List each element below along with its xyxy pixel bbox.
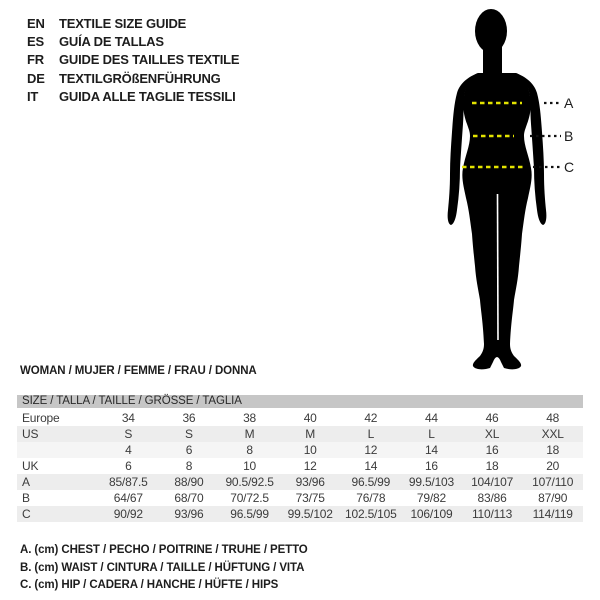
table-row-waist — [17, 490, 583, 506]
table-cell: 114/119 — [532, 507, 573, 521]
table-cell: 90/92 — [113, 507, 143, 521]
row-label: Europe — [22, 411, 60, 425]
table-cell: 73/75 — [295, 491, 325, 505]
language-title-it: GUIDA ALLE TAGLIE TESSILI — [59, 89, 236, 105]
table-cell: 42 — [364, 411, 378, 425]
marker-label-a: A — [564, 95, 574, 111]
table-cell: 6 — [125, 459, 132, 473]
marker-label-c: C — [564, 159, 575, 175]
table-cell: 110/113 — [471, 507, 513, 521]
table-cell: 93/96 — [174, 507, 204, 521]
table-cell: 14 — [424, 443, 438, 457]
table-cell: 90.5/92.5 — [225, 475, 274, 489]
table-cell: 64/67 — [113, 491, 143, 505]
table-cell: 34 — [121, 411, 135, 425]
size-table — [17, 395, 583, 522]
table-cell: 79/82 — [416, 491, 446, 505]
language-code-en: EN — [27, 15, 45, 31]
woman-silhouette — [420, 0, 600, 380]
table-row-us-numbers — [17, 442, 583, 458]
language-code-it: IT — [27, 89, 39, 105]
table-cell: 14 — [364, 459, 378, 473]
language-row-en — [27, 14, 239, 32]
language-title-es: GUÍA DE TALLAS — [59, 34, 164, 50]
table-cell: 106/109 — [410, 507, 453, 521]
table-cell: 68/70 — [174, 491, 204, 505]
table-cell: 18 — [546, 443, 560, 457]
legend-line-chest: A. (cm) CHEST / PECHO / POITRINE / TRUHE / PETTO — [20, 544, 308, 556]
language-row-fr — [27, 51, 239, 69]
silhouette-neck — [483, 38, 502, 78]
language-title-en: TEXTILE SIZE GUIDE — [59, 15, 187, 31]
row-label: A — [22, 475, 30, 489]
size-table-header: SIZE / TALLA / TAILLE / GRÖSSE / TAGLIA — [17, 395, 583, 408]
table-cell: S — [185, 427, 193, 441]
row-label: US — [22, 427, 39, 441]
table-cell: 6 — [185, 443, 193, 457]
table-cell: M — [244, 427, 255, 441]
table-cell: XXL — [541, 427, 564, 441]
table-cell: 12 — [364, 443, 378, 457]
table-cell: 76/78 — [356, 491, 386, 505]
table-cell: 44 — [424, 411, 438, 425]
leg-separation-line — [498, 194, 499, 340]
table-row-us-letters — [17, 426, 583, 442]
table-cell: 18 — [485, 459, 499, 473]
table-cell: 83/86 — [477, 491, 507, 505]
table-cell: 16 — [485, 443, 499, 457]
table-cell: 8 — [185, 459, 193, 473]
table-cell: L — [428, 427, 435, 441]
table-cell: 93/96 — [295, 475, 325, 489]
legend-line-waist: B. (cm) WAIST / CINTURA / TAILLE / HÜFTUNG / VITA — [20, 561, 305, 574]
table-cell: 102.5/105 — [345, 507, 397, 521]
row-label: B — [22, 491, 30, 505]
legend-line-hip: C. (cm) HIP / CADERA / HANCHE / HÜFTE / HIPS — [20, 579, 279, 591]
row-label: C — [22, 507, 31, 521]
table-row-hip — [17, 506, 583, 522]
table-cell: 20 — [546, 459, 560, 473]
language-code-es: ES — [27, 34, 44, 50]
language-row-it — [27, 88, 239, 106]
table-cell: S — [124, 427, 133, 441]
language-title-de: TEXTILGRÖßENFÜHRUNG — [59, 70, 221, 86]
table-cell: 48 — [546, 411, 560, 425]
section-title-woman: WOMAN / MUJER / FEMME / FRAU / DONNA — [20, 365, 257, 377]
table-cell: 12 — [303, 459, 317, 473]
table-cell: 96.5/99 — [351, 475, 391, 489]
table-cell: 107/110 — [532, 475, 574, 489]
table-row-uk — [17, 458, 583, 474]
table-cell: 38 — [243, 411, 257, 425]
table-cell: 36 — [182, 411, 196, 425]
table-cell: 10 — [303, 443, 317, 457]
table-cell: 16 — [424, 459, 438, 473]
language-code-de: DE — [27, 70, 45, 86]
measurement-legend — [20, 542, 308, 595]
table-cell: 88/90 — [174, 475, 204, 489]
table-cell: XL — [484, 427, 500, 441]
table-cell: M — [305, 427, 316, 441]
figure-area — [420, 0, 600, 380]
table-cell: 46 — [485, 411, 499, 425]
table-cell: L — [367, 427, 375, 441]
table-cell: 4 — [125, 443, 132, 457]
table-cell: 104/107 — [471, 475, 514, 489]
language-title-list — [27, 14, 239, 106]
table-cell: 40 — [303, 411, 317, 425]
table-cell: 99.5/102 — [287, 507, 333, 521]
table-row-europe — [17, 410, 583, 426]
marker-label-b: B — [564, 128, 574, 144]
table-cell: 87/90 — [538, 491, 568, 505]
language-row-de — [27, 69, 239, 87]
table-cell: 85/87.5 — [108, 475, 148, 489]
language-title-fr: GUIDE DES TAILLES TEXTILE — [59, 52, 240, 68]
table-cell: 96.5/99 — [230, 507, 269, 521]
table-cell: 99.5/103 — [408, 475, 454, 489]
table-cell: 8 — [246, 443, 253, 457]
row-label: UK — [22, 459, 39, 473]
language-code-fr: FR — [27, 52, 44, 68]
table-row-chest — [17, 474, 583, 490]
table-cell: 10 — [243, 459, 257, 473]
table-cell: 70/72.5 — [230, 491, 269, 505]
language-row-es — [27, 32, 239, 50]
